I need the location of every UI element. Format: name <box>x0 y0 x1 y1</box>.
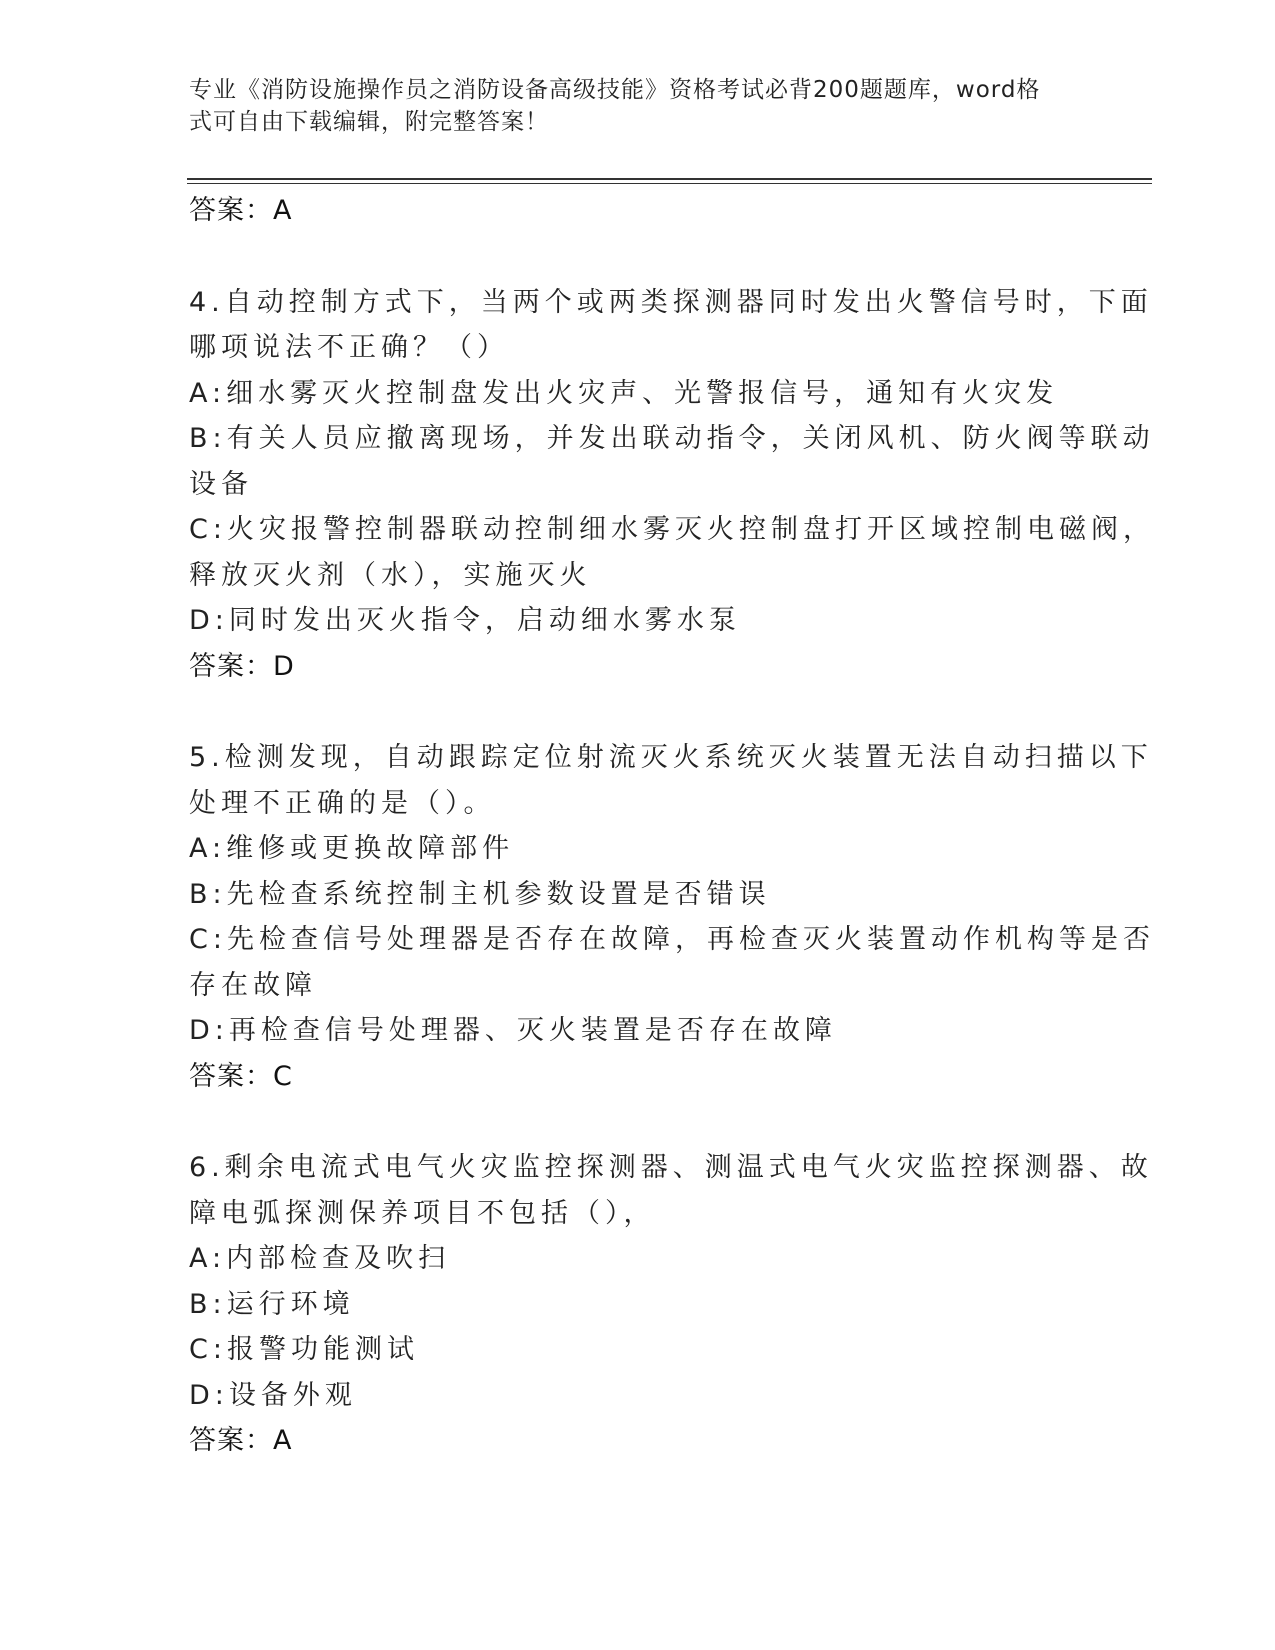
question-stem-line: 6.剩余电流式电气火灾监控探测器、测温式电气火灾监控探测器、故 <box>189 1152 1153 1183</box>
option-d: D:同时发出灭火指令，启动细水雾水泵 <box>189 605 741 636</box>
option-b: B:先检查系统控制主机参数设置是否错误 <box>189 878 771 910</box>
question-stem-line: 处理不正确的是（）。 <box>189 787 496 819</box>
option-a: A:维修或更换故障部件 <box>189 833 515 864</box>
header-line-2: 式可自由下载编辑，附完整答案！ <box>189 109 549 135</box>
option-d: D:再检查信号处理器、灭火装置是否存在故障 <box>189 1015 837 1046</box>
previous-answer: 答案：A <box>189 195 293 226</box>
answer-label: 答案：A <box>189 1425 293 1456</box>
option-c-cont: 释放灭火剂（水），实施灭火 <box>189 559 592 591</box>
question-5 <box>189 735 1155 1099</box>
option-b-cont: 设备 <box>189 468 253 500</box>
document-header <box>189 74 1069 138</box>
question-stem-line: 5.检测发现，自动跟踪定位射流灭火系统灭火装置无法自动扫描以下 <box>189 742 1153 773</box>
question-6 <box>189 1145 1153 1464</box>
option-c: C:火灾报警控制器联动控制细水雾灭火控制盘打开区域控制电磁阀， <box>189 514 1155 545</box>
question-4 <box>189 280 1155 690</box>
option-c: C:报警功能测试 <box>189 1334 419 1365</box>
answer-label: 答案：C <box>189 1060 293 1092</box>
question-list <box>189 188 1155 1464</box>
header-divider-thick <box>187 178 1152 180</box>
header-line-1: 专业《消防设施操作员之消防设备高级技能》资格考试必背200题题库，word格 <box>189 77 1041 103</box>
option-a: A:内部检查及吹扫 <box>189 1243 451 1274</box>
option-b: B:运行环境 <box>189 1288 355 1320</box>
option-c: C:先检查信号处理器是否存在故障，再检查灭火装置动作机构等是否 <box>189 924 1155 955</box>
option-c-cont: 存在故障 <box>189 969 317 1001</box>
option-b: B:有关人员应撤离现场，并发出联动指令，关闭风机、防火阀等联动 <box>189 423 1155 454</box>
question-stem-line: 障电弧探测保养项目不包括（）， <box>189 1197 656 1229</box>
question-stem-line: 哪项说法不正确？（） <box>189 332 509 363</box>
answer-label: 答案：D <box>189 650 295 682</box>
option-d: D:设备外观 <box>189 1379 357 1411</box>
header-divider-thin <box>187 183 1152 184</box>
option-a: A:细水雾灭火控制盘发出火灾声、光警报信号，通知有火灾发 <box>189 377 1059 409</box>
question-stem-line: 4.自动控制方式下，当两个或两类探测器同时发出火警信号时，下面 <box>189 286 1153 318</box>
